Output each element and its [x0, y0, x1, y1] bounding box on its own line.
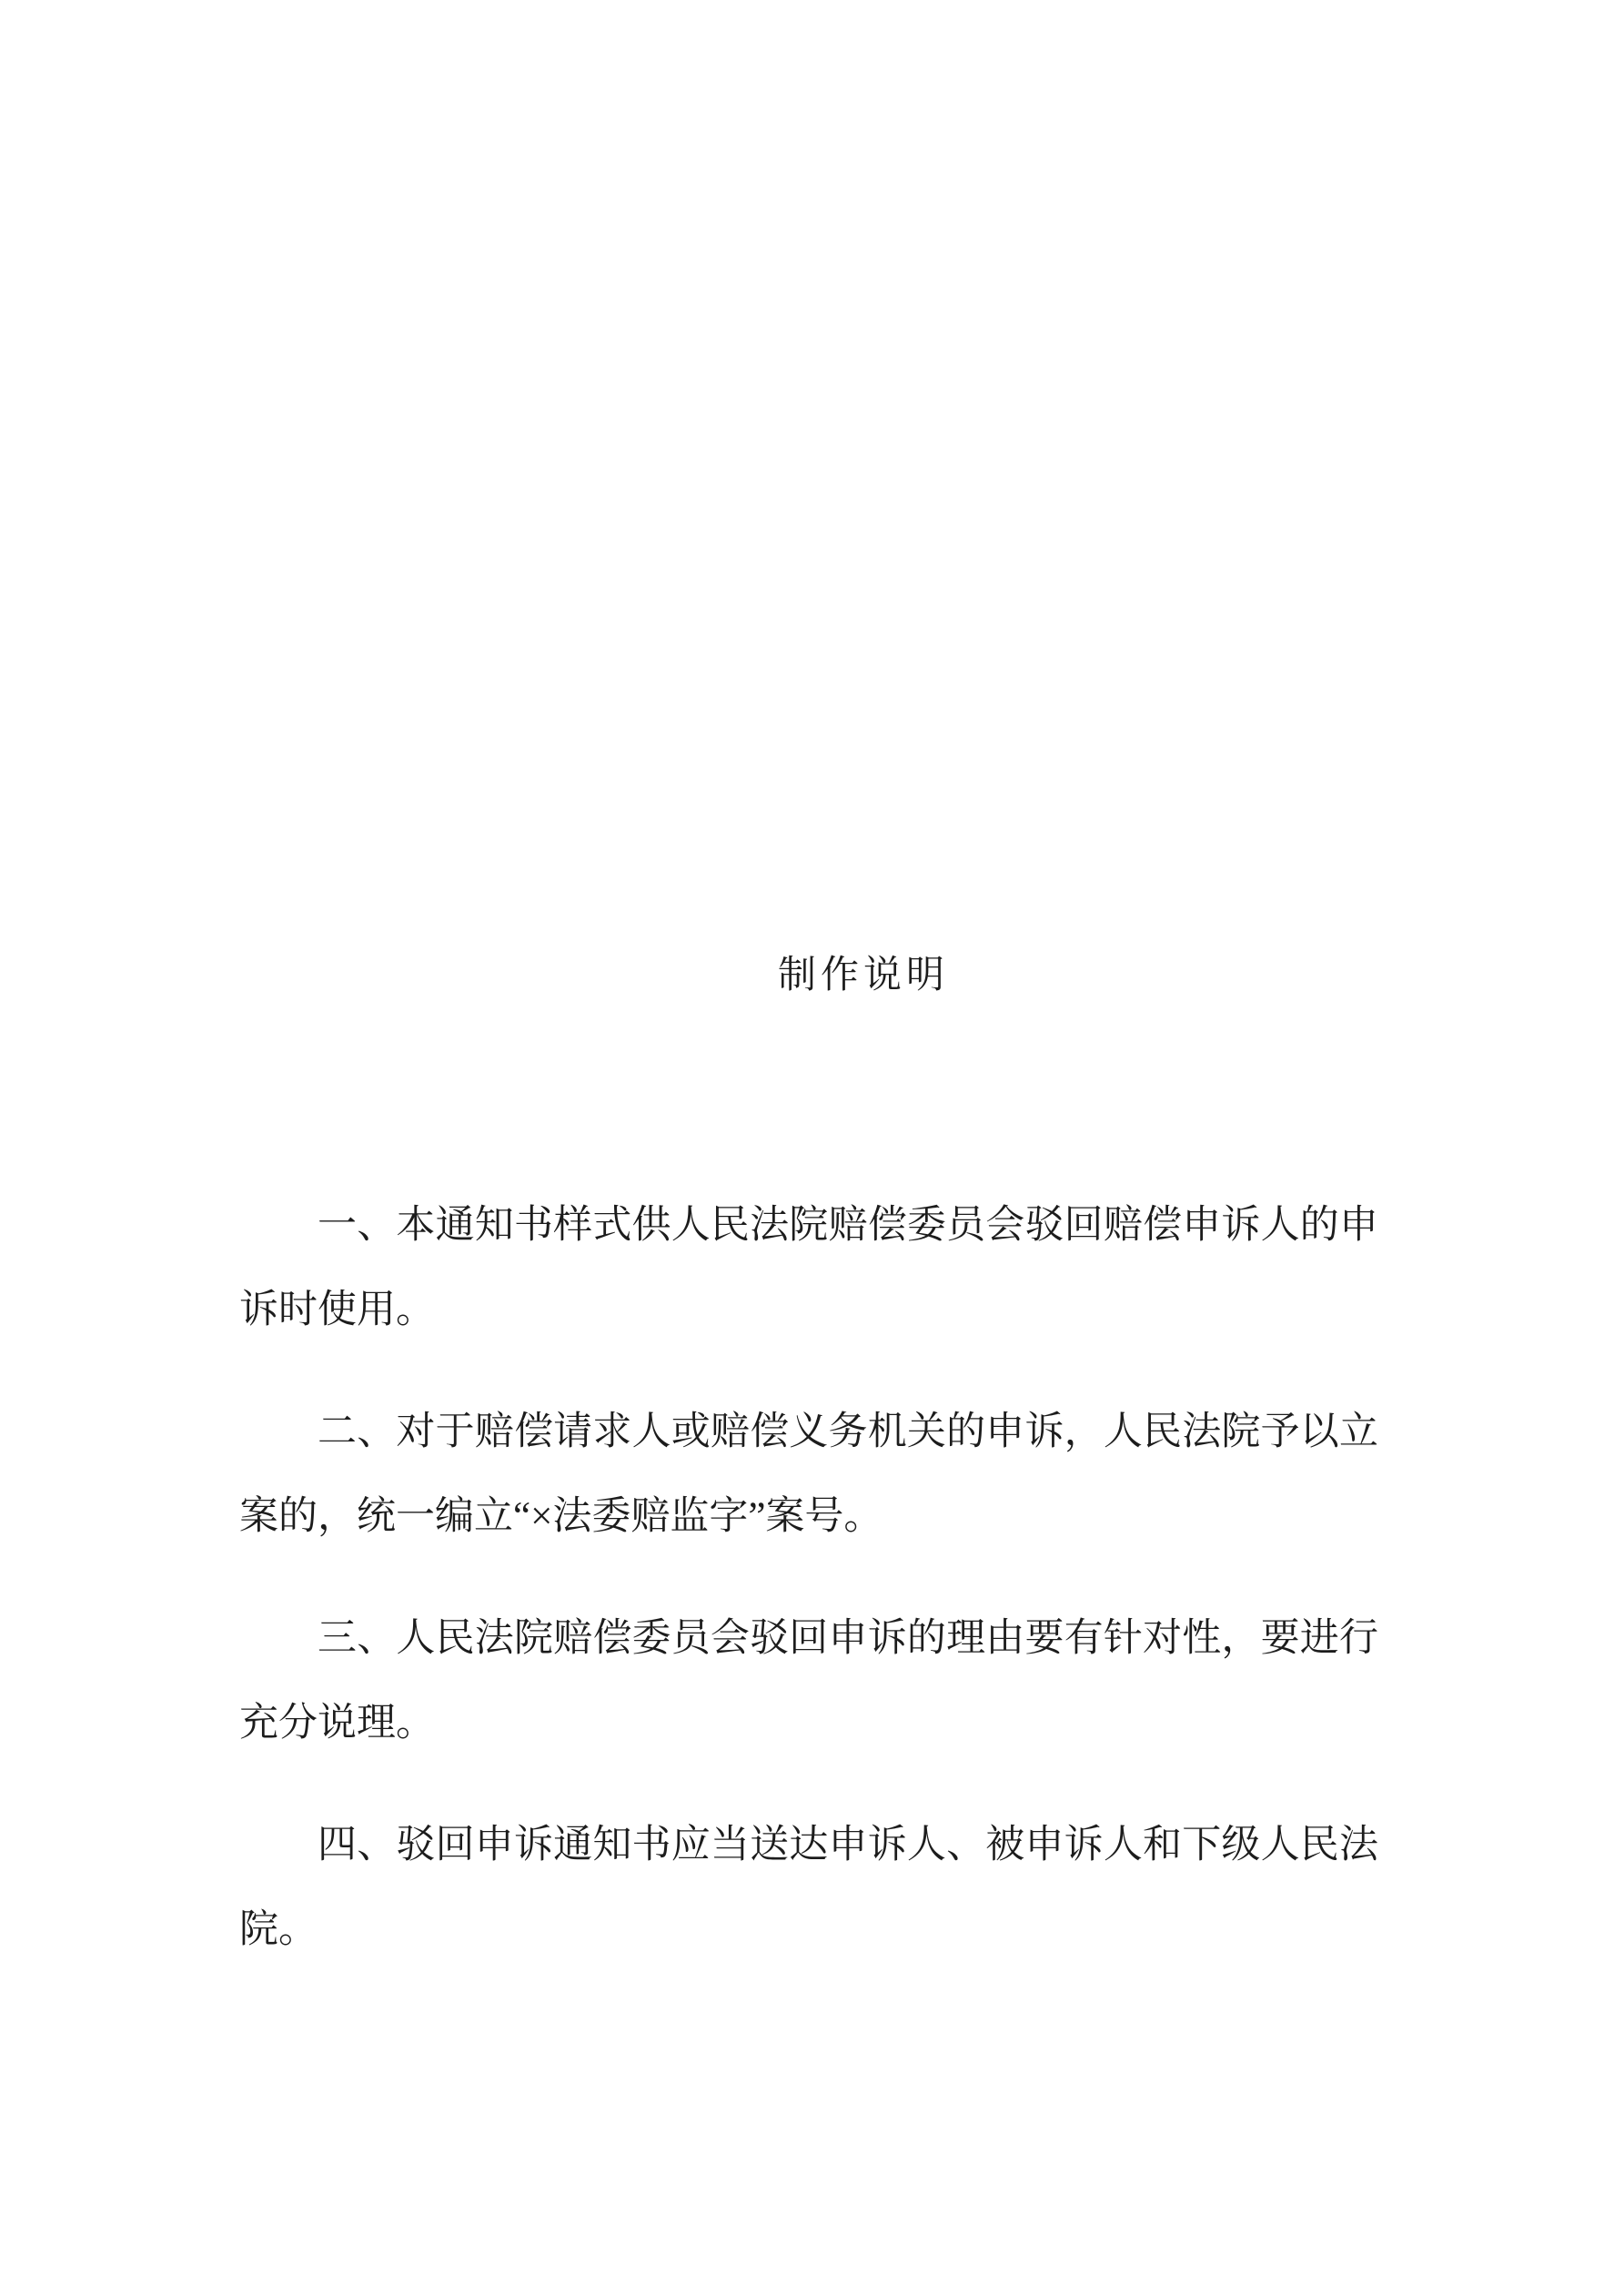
paragraph-2: 二、对于赔偿请求人或赔偿义务机关的申诉，人民法院予以立案的，统一编立“×法委赔监字”案号。: [239, 1411, 1378, 1538]
paragraph-1: 一、本通知书样式供人民法院赔偿委员会驳回赔偿申诉人的申诉时使用。: [239, 1204, 1378, 1331]
paragraph-4: 四、驳回申诉通知书应当送达申诉人、被申诉人和下级人民法院。: [239, 1824, 1378, 1951]
document-title: 制作说明: [778, 955, 950, 996]
paragraph-3: 三、人民法院赔偿委员会驳回申诉的理由要有针对性，要进行充分说理。: [239, 1617, 1378, 1745]
document-body: [239, 1183, 1378, 2009]
